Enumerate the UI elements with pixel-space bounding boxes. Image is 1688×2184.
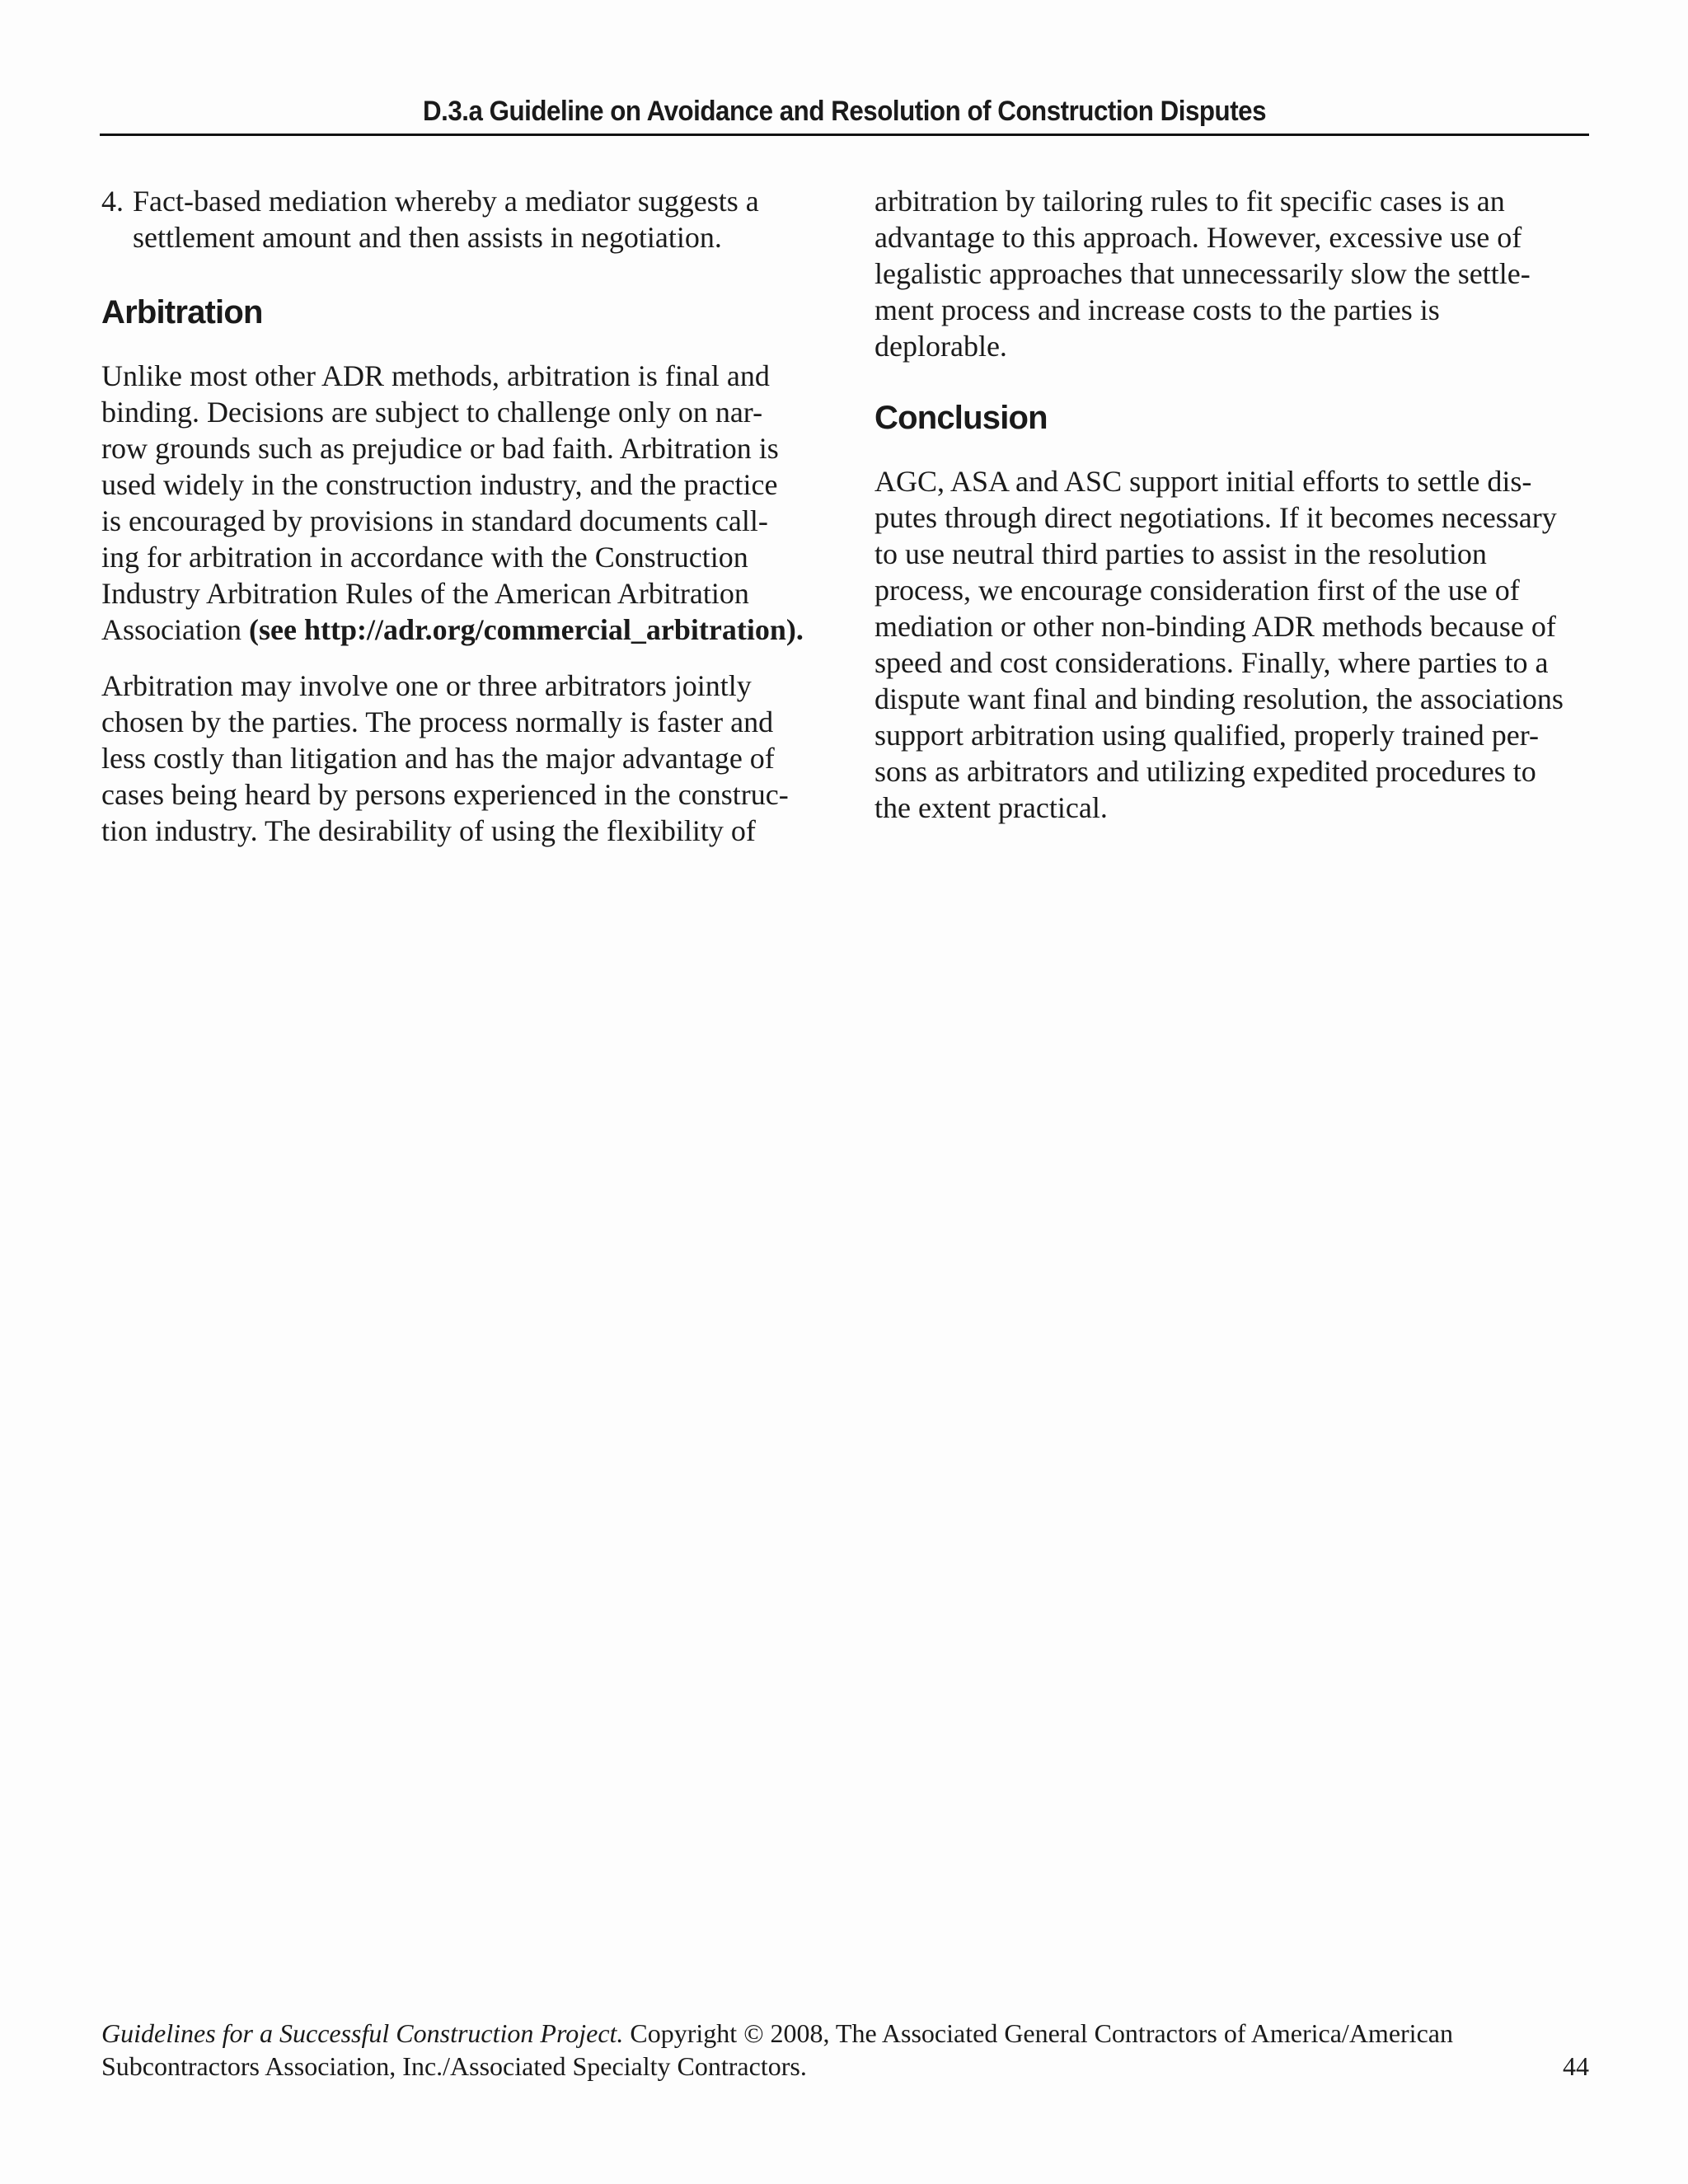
footer-copyright: Copyright © 2008, The Associated General Contractors of America/American [623, 2018, 1453, 2048]
text-line: row grounds such as prejudice or bad faith. Arbitration is [101, 432, 779, 465]
footer-line: Subcontractors Association, Inc./Associated Specialty Contractors. [101, 2051, 807, 2081]
text-line: Fact-based mediation whereby a mediator suggests a [133, 185, 759, 218]
text-line: ing for arbitration in accordance with the Construction [101, 541, 748, 574]
text-line: support arbitration using qualified, properly trained per- [874, 719, 1540, 752]
text-line: sons as arbitrators and utilizing expedited procedures to [874, 755, 1536, 788]
list-item [101, 183, 818, 255]
text-line: legalistic approaches that unnecessarily slow the settle- [874, 257, 1531, 290]
text-line: Unlike most other ADR methods, arbitration is final and [101, 359, 770, 392]
text-line: deplorable. [874, 330, 1007, 363]
page-header-title: D.3.a Guideline on Avoidance and Resolution of Construction Disputes [422, 96, 1267, 127]
list-number: 4. [101, 185, 124, 218]
paragraph-arbitration-1 [101, 358, 818, 648]
text-line: Industry Arbitration Rules of the American Arbitration [101, 577, 749, 610]
paragraph-arbitration-continued [874, 183, 1592, 364]
text-line: to use neutral third parties to assist in the resolution [874, 537, 1487, 570]
text-span: Association [101, 613, 249, 646]
text-line: ment process and increase costs to the parties is [874, 293, 1440, 326]
text-line: settlement amount and then assists in negotiation. [133, 221, 722, 254]
text-line: used widely in the construction industry, and the practice [101, 468, 778, 501]
text-line: the extent practical. [874, 791, 1108, 824]
text-line: binding. Decisions are subject to challenge only on nar- [101, 396, 763, 429]
section-heading-arbitration: Arbitration [101, 294, 263, 330]
text-line: speed and cost considerations. Finally, where parties to a [874, 646, 1549, 679]
text-line: advantage to this approach. However, excessive use of [874, 221, 1522, 254]
header-divider [100, 134, 1589, 136]
text-line: is encouraged by provisions in standard documents call- [101, 504, 768, 537]
footer-publication-title: Guidelines for a Successful Construction Project. [101, 2018, 624, 2048]
text-line: less costly than litigation and has the major advantage of [101, 742, 775, 775]
text-line: putes through direct negotiations. If it becomes necessary [874, 501, 1557, 534]
page-footer [101, 2017, 1589, 2083]
text-line [101, 612, 818, 648]
text-line: Arbitration may involve one or three arbitrators jointly [101, 669, 752, 702]
right-column [874, 183, 1592, 846]
text-line: cases being heard by persons experienced in the construc- [101, 778, 789, 811]
paragraph-arbitration-2 [101, 668, 818, 849]
footer-line [101, 2017, 1589, 2050]
paragraph-conclusion [874, 463, 1592, 826]
left-column [101, 183, 818, 869]
text-line: mediation or other non-binding ADR methods because of [874, 610, 1556, 643]
arbitration-link-reference: (see http://adr.org/commercial_arbitration). [248, 613, 804, 646]
page-number: 44 [1563, 2051, 1589, 2081]
list-text [133, 183, 818, 255]
text-line: dispute want final and binding resolution, the associations [874, 682, 1564, 715]
text-line: chosen by the parties. The process normally is faster and [101, 705, 774, 738]
text-line: arbitration by tailoring rules to fit specific cases is an [874, 185, 1505, 218]
text-line: tion industry. The desirability of using the flexibility of [101, 814, 756, 847]
section-heading-conclusion: Conclusion [874, 400, 1048, 436]
text-line: process, we encourage consideration first of the use of [874, 574, 1520, 607]
text-line: AGC, ASA and ASC support initial efforts to settle dis- [874, 465, 1532, 498]
